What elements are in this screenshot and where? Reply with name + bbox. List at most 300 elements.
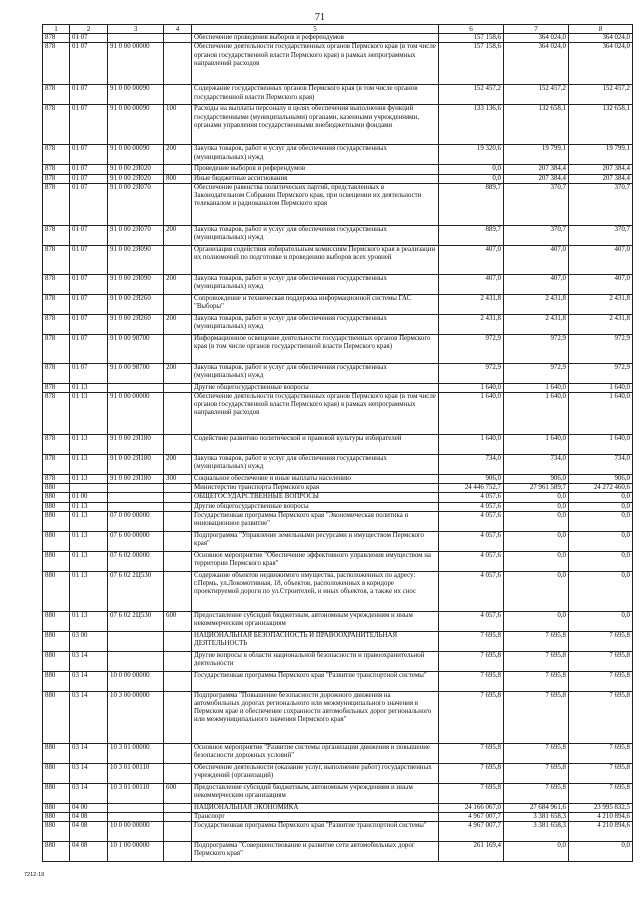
target-article-cell: 91 0 00 00090	[108, 145, 164, 165]
target-article-cell	[108, 502, 164, 511]
section-code-cell: 01 07	[70, 294, 108, 314]
table-row	[43, 763, 633, 783]
table-row	[43, 551, 633, 571]
section-code-cell: 01 13	[70, 551, 108, 571]
table-row	[43, 43, 633, 85]
target-article-cell: 91 0 00 2Я180	[108, 455, 164, 475]
amount-col-7-cell: 364 024,0	[504, 43, 569, 85]
description-cell: Закупка товаров, работ и услуг для обеспечения государственных (муниципальных) нужд	[192, 363, 439, 383]
table-row	[43, 484, 633, 493]
ministry-code-cell: 878	[43, 183, 70, 225]
amount-col-7-cell: 734,0	[504, 455, 569, 475]
target-article-cell: 10 1 00 00000	[108, 842, 164, 862]
section-code-cell: 01 07	[70, 174, 108, 183]
description-cell: Содержание государственных органов Пермского края (в том числе органов государственной власти Пермского края)	[192, 85, 439, 105]
amount-col-6-cell: 407,0	[439, 245, 504, 274]
amount-col-8-cell: 0,0	[569, 502, 633, 511]
expense-type-cell	[164, 842, 192, 862]
expense-type-cell	[164, 493, 192, 502]
ministry-code-cell: 878	[43, 435, 70, 455]
ministry-code-cell: 880	[43, 611, 70, 631]
amount-col-8-cell: 0,0	[569, 842, 633, 862]
amount-col-7-cell: 2 431,8	[504, 314, 569, 334]
section-code-cell: 04 08	[70, 822, 108, 842]
target-article-cell: 91 0 00 2Я180	[108, 475, 164, 484]
target-article-cell: 07 6 02 00000	[108, 551, 164, 571]
section-code-cell: 03 14	[70, 691, 108, 743]
target-article-cell: 07 6 00 00000	[108, 531, 164, 551]
amount-col-6-cell: 2 431,8	[439, 294, 504, 314]
target-article-cell: 91 0 00 00090	[108, 105, 164, 145]
amount-col-7-cell: 0,0	[504, 511, 569, 531]
amount-col-6-cell: 889,7	[439, 183, 504, 225]
amount-col-7-cell: 7 695,8	[504, 743, 569, 763]
expense-type-cell	[164, 763, 192, 783]
ministry-code-cell: 878	[43, 145, 70, 165]
amount-col-8-cell: 370,7	[569, 183, 633, 225]
amount-col-6-cell: 4 057,6	[439, 551, 504, 571]
description-cell: Предоставление субсидий бюджетным, автономным учреждениям и иным некоммерческим организациям	[192, 783, 439, 803]
expense-type-cell: 200	[164, 274, 192, 294]
amount-col-6-cell: 407,0	[439, 274, 504, 294]
ministry-code-cell: 880	[43, 493, 70, 502]
expense-type-cell	[164, 531, 192, 551]
amount-col-8-cell: 972,9	[569, 363, 633, 383]
amount-col-7-cell: 2 431,8	[504, 294, 569, 314]
amount-col-8-cell: 0,0	[569, 493, 633, 502]
target-article-cell: 91 0 00 2Я020	[108, 174, 164, 183]
table-row	[43, 842, 633, 862]
expense-type-cell	[164, 671, 192, 691]
expense-type-cell	[164, 813, 192, 822]
section-code-cell: 01 07	[70, 183, 108, 225]
amount-col-8-cell: 364 024,0	[569, 34, 633, 43]
amount-col-6-cell: 4 057,6	[439, 571, 504, 611]
description-cell: Обеспечение деятельности государственных органов Пермского края (в том числе органов государственной власти Пермского края) в рамках непрограммных направлений расходов	[192, 393, 439, 435]
description-cell: Подпрограмма "Повышение безопасности дорожного движения на автомобильных дорогах регионального или межмуниципального значения в Пермском крае и обеспечение сохранности автомобильных дорог регионального или межмуниципального значения Пермского края"	[192, 691, 439, 743]
amount-col-7-cell: 7 695,8	[504, 763, 569, 783]
ministry-code-cell: 880	[43, 783, 70, 803]
header-cell-5: 5	[192, 25, 439, 34]
ministry-code-cell: 878	[43, 174, 70, 183]
amount-col-8-cell: 407,0	[569, 274, 633, 294]
section-code-cell: 01 07	[70, 274, 108, 294]
section-code-cell: 01 13	[70, 531, 108, 551]
table-row	[43, 294, 633, 314]
table-row	[43, 435, 633, 455]
amount-col-7-cell: 207 384,4	[504, 165, 569, 174]
amount-col-8-cell: 0,0	[569, 571, 633, 611]
table-row	[43, 34, 633, 43]
ministry-code-cell: 880	[43, 571, 70, 611]
amount-col-8-cell: 7 695,8	[569, 651, 633, 671]
amount-col-8-cell: 132 658,1	[569, 105, 633, 145]
amount-col-7-cell: 7 695,8	[504, 691, 569, 743]
header-cell-4: 4	[164, 25, 192, 34]
expense-type-cell: 600	[164, 611, 192, 631]
section-code-cell: 01 13	[70, 611, 108, 631]
amount-col-8-cell: 2 431,8	[569, 314, 633, 334]
expense-type-cell	[164, 511, 192, 531]
ministry-code-cell: 878	[43, 85, 70, 105]
section-code-cell: 01 07	[70, 165, 108, 174]
expense-type-cell	[164, 34, 192, 43]
target-article-cell	[108, 803, 164, 812]
amount-col-8-cell: 7 695,8	[569, 743, 633, 763]
ministry-code-cell: 880	[43, 671, 70, 691]
table-row	[43, 671, 633, 691]
table-row	[43, 631, 633, 651]
description-cell: Предоставление субсидий бюджетным, автономным учреждениям и иным некоммерческим организациям	[192, 611, 439, 631]
target-article-cell: 91 0 00 98700	[108, 334, 164, 363]
target-article-cell: 07 6 02 2Ц530	[108, 571, 164, 611]
amount-col-7-cell: 3 381 658,3	[504, 813, 569, 822]
target-article-cell: 91 0 00 98700	[108, 363, 164, 383]
amount-col-6-cell: 133 136,6	[439, 105, 504, 145]
amount-col-8-cell: 207 384,4	[569, 174, 633, 183]
table-row	[43, 783, 633, 803]
amount-col-8-cell: 0,0	[569, 531, 633, 551]
budget-table	[42, 24, 633, 862]
amount-col-6-cell: 19 320,6	[439, 145, 504, 165]
section-code-cell: 01 07	[70, 85, 108, 105]
ministry-code-cell: 878	[43, 294, 70, 314]
table-row	[43, 334, 633, 363]
description-cell: Иные бюджетные ассигнования	[192, 174, 439, 183]
amount-col-6-cell: 7 695,8	[439, 763, 504, 783]
table-row	[43, 743, 633, 763]
table-row	[43, 502, 633, 511]
target-article-cell	[108, 484, 164, 493]
header-cell-2: 2	[70, 25, 108, 34]
target-article-cell: 91 0 00 2Я260	[108, 314, 164, 334]
header-row	[43, 25, 633, 34]
ministry-code-cell: 880	[43, 651, 70, 671]
header-cell-8: 8	[569, 25, 633, 34]
amount-col-6-cell: 7 695,8	[439, 631, 504, 651]
table-row	[43, 363, 633, 383]
description-cell: Содержание объектов недвижимого имущества, расположенных по адресу: г.Пермь, ул.Локомотивная, 18, объектов, расположенных в коридоре проектируемой дороги по ул.Строителей, и иных объектов, а также их снос	[192, 571, 439, 611]
table-row	[43, 822, 633, 842]
table-row	[43, 455, 633, 475]
amount-col-6-cell: 157 158,6	[439, 43, 504, 85]
amount-col-8-cell: 7 695,8	[569, 671, 633, 691]
amount-col-8-cell: 0,0	[569, 611, 633, 631]
target-article-cell	[108, 651, 164, 671]
section-code-cell: 01 07	[70, 225, 108, 245]
description-cell: Проведение выборов и референдумов	[192, 165, 439, 174]
amount-col-6-cell: 7 695,8	[439, 671, 504, 691]
expense-type-cell: 200	[164, 455, 192, 475]
ministry-code-cell: 880	[43, 822, 70, 842]
description-cell: Обеспечение равенства политических партий, представленных в Законодательном Собрании Пермского края, при освещении их деятельности телеканалом и радиоканалом Пермского края	[192, 183, 439, 225]
amount-col-8-cell: 734,0	[569, 455, 633, 475]
description-cell: Государственная программа Пермского края "Развитие транспортной системы"	[192, 671, 439, 691]
section-code-cell: 01 13	[70, 455, 108, 475]
amount-col-6-cell: 4 057,6	[439, 531, 504, 551]
table-row	[43, 85, 633, 105]
section-code-cell: 01 13	[70, 511, 108, 531]
target-article-cell: 91 0 00 00000	[108, 43, 164, 85]
ministry-code-cell: 878	[43, 393, 70, 435]
target-article-cell	[108, 383, 164, 392]
amount-col-6-cell: 906,0	[439, 475, 504, 484]
description-cell: Закупка товаров, работ и услуг для обеспечения государственных (муниципальных) нужд	[192, 274, 439, 294]
section-code-cell: 01 07	[70, 314, 108, 334]
expense-type-cell	[164, 551, 192, 571]
table-row	[43, 225, 633, 245]
amount-col-7-cell: 132 658,1	[504, 105, 569, 145]
amount-col-7-cell: 7 695,8	[504, 783, 569, 803]
section-code-cell: 03 14	[70, 783, 108, 803]
amount-col-8-cell: 2 431,8	[569, 294, 633, 314]
amount-col-7-cell: 0,0	[504, 571, 569, 611]
amount-col-8-cell: 1 640,0	[569, 393, 633, 435]
amount-col-7-cell: 0,0	[504, 551, 569, 571]
amount-col-7-cell: 19 799,1	[504, 145, 569, 165]
expense-type-cell	[164, 803, 192, 812]
ministry-code-cell: 878	[43, 363, 70, 383]
amount-col-7-cell: 1 640,0	[504, 393, 569, 435]
amount-col-7-cell: 7 695,8	[504, 671, 569, 691]
header-cell-1: 1	[43, 25, 70, 34]
section-code-cell: 04 08	[70, 813, 108, 822]
ministry-code-cell: 880	[43, 763, 70, 783]
amount-col-8-cell: 7 695,8	[569, 763, 633, 783]
expense-type-cell	[164, 165, 192, 174]
amount-col-6-cell: 7 695,8	[439, 743, 504, 763]
description-cell: ОБЩЕГОСУДАРСТВЕННЫЕ ВОПРОСЫ	[192, 493, 439, 502]
ministry-code-cell: 880	[43, 531, 70, 551]
amount-col-6-cell: 7 695,8	[439, 783, 504, 803]
amount-col-7-cell: 906,0	[504, 475, 569, 484]
ministry-code-cell: 878	[43, 274, 70, 294]
expense-type-cell	[164, 822, 192, 842]
amount-col-7-cell: 3 381 658,3	[504, 822, 569, 842]
amount-col-8-cell: 4 210 894,6	[569, 822, 633, 842]
description-cell: Другие вопросы в области национальной безопасности и правоохранительной деятельности	[192, 651, 439, 671]
table-row	[43, 511, 633, 531]
table-row	[43, 691, 633, 743]
amount-col-8-cell: 0,0	[569, 511, 633, 531]
amount-col-6-cell: 0,0	[439, 165, 504, 174]
amount-col-6-cell: 4 057,6	[439, 493, 504, 502]
amount-col-8-cell: 4 210 894,6	[569, 813, 633, 822]
ministry-code-cell: 878	[43, 165, 70, 174]
expense-type-cell: 800	[164, 174, 192, 183]
amount-col-7-cell: 0,0	[504, 493, 569, 502]
amount-col-7-cell: 27 684 961,6	[504, 803, 569, 812]
target-article-cell	[108, 34, 164, 43]
table-row	[43, 611, 633, 631]
amount-col-7-cell: 0,0	[504, 502, 569, 511]
target-article-cell: 91 0 00 2Я090	[108, 245, 164, 274]
table-row	[43, 183, 633, 225]
table-row	[43, 651, 633, 671]
section-code-cell: 04 08	[70, 842, 108, 862]
table-row	[43, 813, 633, 822]
amount-col-7-cell: 370,7	[504, 183, 569, 225]
ministry-code-cell: 878	[43, 245, 70, 274]
description-cell: Закупка товаров, работ и услуг для обеспечения государственных (муниципальных) нужд	[192, 145, 439, 165]
amount-col-7-cell: 407,0	[504, 245, 569, 274]
amount-col-6-cell: 4 057,6	[439, 502, 504, 511]
description-cell: НАЦИОНАЛЬНАЯ ЭКОНОМИКА	[192, 803, 439, 812]
amount-col-6-cell: 24 166 067,0	[439, 803, 504, 812]
amount-col-7-cell: 0,0	[504, 842, 569, 862]
description-cell: Подпрограмма "Совершенствование и развитие сети автомобильных дорог Пермского края"	[192, 842, 439, 862]
amount-col-8-cell: 24 272 460,6	[569, 484, 633, 493]
amount-col-6-cell: 4 057,6	[439, 511, 504, 531]
expense-type-cell	[164, 334, 192, 363]
description-cell: Информационное освещение деятельности государственных органов Пермского края (в том числе органов государственной власти Пермского края)	[192, 334, 439, 363]
target-article-cell: 91 0 00 2Я020	[108, 165, 164, 174]
amount-col-7-cell: 407,0	[504, 274, 569, 294]
amount-col-8-cell: 7 695,8	[569, 691, 633, 743]
amount-col-8-cell: 0,0	[569, 551, 633, 571]
description-cell: Другие общегосударственные вопросы	[192, 502, 439, 511]
amount-col-7-cell: 0,0	[504, 531, 569, 551]
description-cell: Содействие развитию политической и правовой культуры избирателей	[192, 435, 439, 455]
table-row	[43, 803, 633, 812]
target-article-cell	[108, 493, 164, 502]
amount-col-6-cell: 972,9	[439, 334, 504, 363]
amount-col-6-cell: 0,0	[439, 174, 504, 183]
description-cell: Организация содействия избирательным комиссиям Пермского края в реализации их полномочий по подготовке и проведению выборов всех уровней	[192, 245, 439, 274]
table-row	[43, 314, 633, 334]
section-code-cell: 01 13	[70, 383, 108, 392]
expense-type-cell	[164, 383, 192, 392]
amount-col-8-cell: 207 384,4	[569, 165, 633, 174]
target-article-cell: 10 3 01 00110	[108, 763, 164, 783]
section-code-cell: 03 14	[70, 671, 108, 691]
amount-col-8-cell: 23 995 832,5	[569, 803, 633, 812]
section-code-cell: 03 14	[70, 651, 108, 671]
expense-type-cell	[164, 294, 192, 314]
description-cell: Обеспечение деятельности (оказание услуг, выполнение работ) государственных учреждений (организаций)	[192, 763, 439, 783]
target-article-cell: 10 3 01 00110	[108, 783, 164, 803]
description-cell: Закупка товаров, работ и услуг для обеспечения государственных (муниципальных) нужд	[192, 314, 439, 334]
expense-type-cell	[164, 502, 192, 511]
table-row	[43, 245, 633, 274]
amount-col-6-cell: 734,0	[439, 455, 504, 475]
description-cell: НАЦИОНАЛЬНАЯ БЕЗОПАСНОСТЬ И ПРАВООХРАНИТЕЛЬНАЯ ДЕЯТЕЛЬНОСТЬ	[192, 631, 439, 651]
header-cell-7: 7	[504, 25, 569, 34]
ministry-code-cell: 878	[43, 314, 70, 334]
amount-col-7-cell: 1 640,0	[504, 435, 569, 455]
description-cell: Обеспечение деятельности государственных органов Пермского края (в том числе органов государственной власти Пермского края) в рамках непрограммных направлений расходов	[192, 43, 439, 85]
amount-col-6-cell: 7 695,8	[439, 691, 504, 743]
section-code-cell: 01 13	[70, 435, 108, 455]
section-code-cell: 01 13	[70, 475, 108, 484]
description-cell: Закупка товаров, работ и услуг для обеспечения государственных (муниципальных) нужд	[192, 225, 439, 245]
description-cell: Основное мероприятие "Развитие системы организации движения и повышение безопасности дорожных условий"	[192, 743, 439, 763]
expense-type-cell	[164, 691, 192, 743]
target-article-cell: 91 0 00 2Я070	[108, 225, 164, 245]
expense-type-cell: 200	[164, 314, 192, 334]
section-code-cell: 03 00	[70, 631, 108, 651]
expense-type-cell	[164, 435, 192, 455]
header-cell-6: 6	[439, 25, 504, 34]
target-article-cell: 10 3 00 00000	[108, 691, 164, 743]
description-cell: Государственная программа Пермского края "Экономическая политика и инновационное развитие"	[192, 511, 439, 531]
amount-col-7-cell: 152 457,2	[504, 85, 569, 105]
description-cell: Обеспечение проведения выборов и референдумов	[192, 34, 439, 43]
section-code-cell: 03 14	[70, 763, 108, 783]
table-row	[43, 105, 633, 145]
ministry-code-cell: 880	[43, 502, 70, 511]
amount-col-6-cell: 4 967 007,7	[439, 822, 504, 842]
amount-col-8-cell: 19 799,1	[569, 145, 633, 165]
ministry-code-cell: 878	[43, 383, 70, 392]
section-code-cell: 04 00	[70, 803, 108, 812]
amount-col-7-cell: 370,7	[504, 225, 569, 245]
expense-type-cell	[164, 631, 192, 651]
description-cell: Подпрограмма "Управление земельными ресурсами и имуществом Пермского края"	[192, 531, 439, 551]
target-article-cell: 07 6 02 2Ц530	[108, 611, 164, 631]
table-row	[43, 274, 633, 294]
amount-col-8-cell: 364 024,0	[569, 43, 633, 85]
expense-type-cell	[164, 571, 192, 611]
section-code-cell: 01 07	[70, 43, 108, 85]
amount-col-7-cell: 7 695,8	[504, 651, 569, 671]
ministry-code-cell: 880	[43, 631, 70, 651]
target-article-cell: 91 0 00 2Я180	[108, 435, 164, 455]
ministry-code-cell: 878	[43, 475, 70, 484]
amount-col-6-cell: 7 695,8	[439, 651, 504, 671]
amount-col-6-cell: 261 169,4	[439, 842, 504, 862]
section-code-cell: 01 07	[70, 363, 108, 383]
section-code-cell: 01 13	[70, 393, 108, 435]
section-code-cell: 01 13	[70, 571, 108, 611]
amount-col-8-cell: 407,0	[569, 245, 633, 274]
amount-col-8-cell: 7 695,8	[569, 783, 633, 803]
amount-col-7-cell: 972,9	[504, 363, 569, 383]
section-code-cell: 01 00	[70, 493, 108, 502]
target-article-cell: 07 0 00 00000	[108, 511, 164, 531]
ministry-code-cell: 878	[43, 334, 70, 363]
amount-col-8-cell: 906,0	[569, 475, 633, 484]
description-cell: Государственная программа Пермского края "Развитие транспортной системы"	[192, 822, 439, 842]
expense-type-cell	[164, 245, 192, 274]
amount-col-6-cell: 4 057,6	[439, 611, 504, 631]
ministry-code-cell: 880	[43, 551, 70, 571]
amount-col-8-cell: 152 457,2	[569, 85, 633, 105]
expense-type-cell: 200	[164, 225, 192, 245]
amount-col-8-cell: 7 695,8	[569, 631, 633, 651]
ministry-code-cell: 880	[43, 743, 70, 763]
amount-col-7-cell: 7 695,8	[504, 631, 569, 651]
amount-col-6-cell: 1 640,0	[439, 393, 504, 435]
expense-type-cell: 300	[164, 475, 192, 484]
amount-col-8-cell: 1 640,0	[569, 383, 633, 392]
description-cell: Закупка товаров, работ и услуг для обеспечения государственных (муниципальных) нужд	[192, 455, 439, 475]
amount-col-6-cell: 889,7	[439, 225, 504, 245]
ministry-code-cell: 880	[43, 484, 70, 493]
amount-col-7-cell: 364 024,0	[504, 34, 569, 43]
table-row	[43, 383, 633, 392]
table-row	[43, 174, 633, 183]
ministry-code-cell: 880	[43, 511, 70, 531]
expense-type-cell	[164, 183, 192, 225]
ministry-code-cell: 878	[43, 455, 70, 475]
target-article-cell	[108, 631, 164, 651]
table-row	[43, 145, 633, 165]
amount-col-6-cell: 157 158,6	[439, 34, 504, 43]
description-cell: Министерство транспорта Пермского края	[192, 484, 439, 493]
expense-type-cell: 100	[164, 105, 192, 145]
ministry-code-cell: 880	[43, 813, 70, 822]
